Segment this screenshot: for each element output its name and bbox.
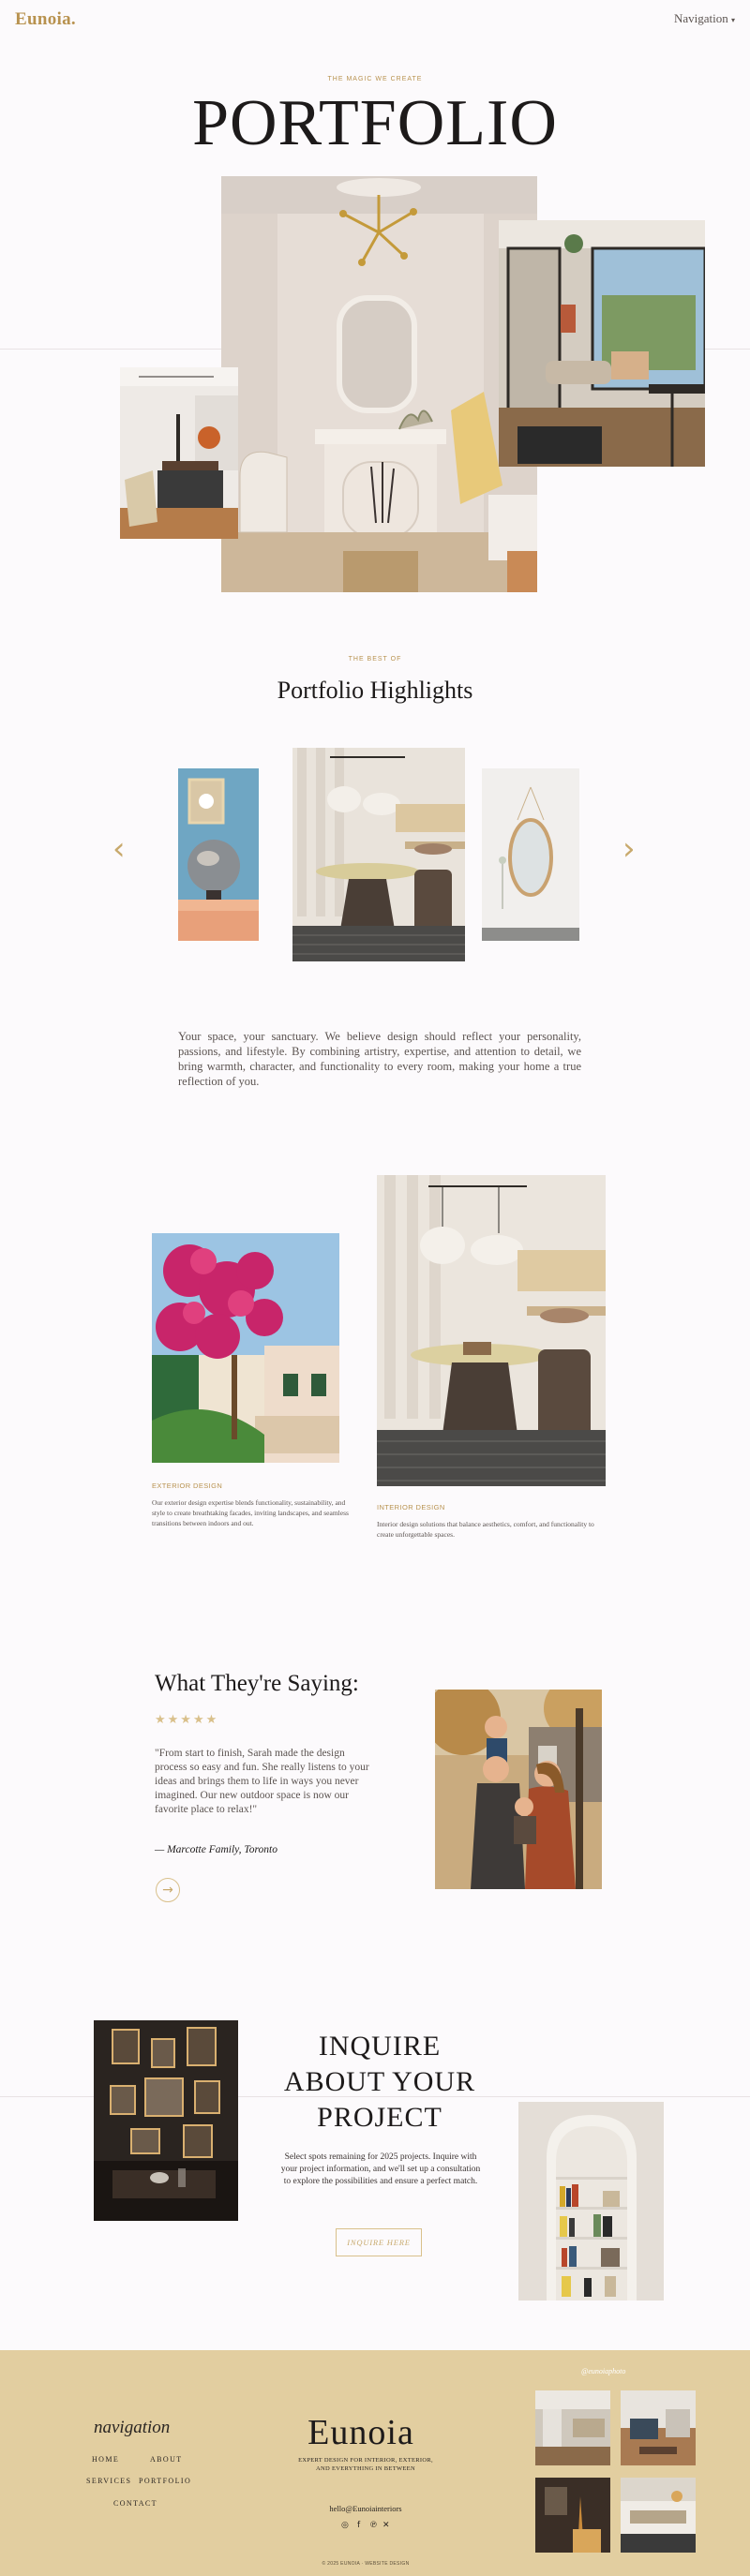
- page-title: PORTFOLIO: [192, 87, 558, 159]
- highlights-eyebrow: THE BEST OF: [348, 656, 402, 663]
- inquire-here-button[interactable]: INQUIRE HERE: [336, 2228, 422, 2256]
- next-testimonial-button[interactable]: [156, 1878, 180, 1902]
- testimonial-heading: What They're Saying:: [155, 1671, 359, 1696]
- interior-design-title: INTERIOR DESIGN: [377, 1503, 445, 1511]
- interior-design-image: [377, 1175, 606, 1486]
- site-logo[interactable]: Eunoia.: [15, 9, 76, 29]
- footer-brand: Eunoia: [308, 2413, 414, 2452]
- navigation-label: Navigation: [673, 11, 728, 25]
- x-icon[interactable]: ✕: [382, 2521, 390, 2530]
- footer-link-portfolio[interactable]: PORTFOLIO: [139, 2477, 192, 2485]
- hero-living-room-image: [221, 176, 537, 592]
- inquire-heading: [272, 2029, 488, 2136]
- footer-link-services[interactable]: SERVICES: [86, 2477, 132, 2485]
- instagram-thumb-kitchen[interactable]: [535, 2390, 610, 2465]
- pinterest-icon[interactable]: ℗: [369, 2521, 378, 2530]
- highlights-heading: Portfolio Highlights: [277, 677, 473, 704]
- exterior-design-text: Our exterior design expertise blends functionality, sustainability, and style to create breathtaking facades, inviting landscapes, and seamless transitions between indoors and out.: [152, 1498, 349, 1527]
- carousel-slide-dining-nook[interactable]: [292, 748, 465, 961]
- footer-link-home[interactable]: HOME: [92, 2455, 120, 2464]
- testimonial-quote: "From start to finish, Sarah made the design process so easy and fun. She really listens to your ideas and brings them to life in ways you never imagined. Our new outdoor space is now our favorite place to relax!": [155, 1748, 369, 1815]
- arrow-right-icon: →: [162, 1883, 173, 1898]
- instagram-thumb-bright-kitchen[interactable]: [621, 2478, 696, 2553]
- family-photo: [435, 1690, 602, 1889]
- carousel-slide-mirror[interactable]: [482, 768, 579, 941]
- footer-tagline: EXPERT DESIGN FOR INTERIOR, EXTERIOR, AND EVERYTHING IN BETWEEN: [298, 2457, 433, 2472]
- exterior-design-title: EXTERIOR DESIGN: [152, 1482, 223, 1490]
- inquire-heading-line: ABOUT YOUR: [283, 2066, 476, 2097]
- interior-design-text: Interior design solutions that balance aesthetics, comfort, and functionality to create unforgettable spaces.: [377, 1520, 594, 1539]
- inquire-heading-line: PROJECT: [317, 2102, 442, 2133]
- chevron-down-icon: ▾: [730, 16, 735, 24]
- carousel-slide-globe[interactable]: [178, 768, 259, 941]
- instagram-icon[interactable]: ◎: [341, 2521, 349, 2530]
- hero-dining-image: [120, 367, 238, 539]
- footer-nav-title: navigation: [94, 2418, 171, 2437]
- facebook-icon[interactable]: f: [357, 2521, 361, 2530]
- footer-email[interactable]: hello@Eunoiainteriors: [329, 2504, 402, 2513]
- carousel-prev-button[interactable]: ‹: [112, 830, 126, 868]
- intro-paragraph: Your space, your sanctuary. We believe design should reflect your personality, passions, and lifestyle. By combining artistry, expertise, and attention to detail, we bring warmth, character, and functionality to every room, making your home a true reflection of you.: [178, 1030, 581, 1088]
- hero-eyebrow: THE MAGIC WE CREATE: [327, 76, 423, 82]
- navigation-menu-button[interactable]: [674, 11, 735, 26]
- footer-copyright: © 2025 EUNOIA · WEBSITE DESIGN: [322, 2561, 410, 2567]
- rating-stars: ★★★★★: [155, 1713, 219, 1727]
- footer-link-about[interactable]: ABOUT: [150, 2455, 183, 2464]
- exterior-design-image: [152, 1233, 339, 1463]
- inquire-text: Select spots remaining for 2025 projects. Inquire with your project information, and we'll set up a consultation to explore the possibilities and ensure a perfect match.: [280, 2152, 481, 2186]
- instagram-thumb-living[interactable]: [621, 2390, 696, 2465]
- footer-link-contact[interactable]: CONTACT: [113, 2499, 158, 2508]
- carousel-next-button[interactable]: ›: [622, 830, 636, 868]
- instagram-handle[interactable]: @eunoiaphoto: [581, 2367, 626, 2375]
- inquire-gallery-wall-image: [94, 2020, 238, 2221]
- inquire-arched-shelf-image: [518, 2102, 664, 2301]
- hero-open-space-image: [499, 220, 705, 467]
- testimonial-author: — Marcotte Family, Toronto: [155, 1844, 278, 1855]
- inquire-heading-line: INQUIRE: [318, 2031, 442, 2062]
- instagram-thumb-dark-room[interactable]: [535, 2478, 610, 2553]
